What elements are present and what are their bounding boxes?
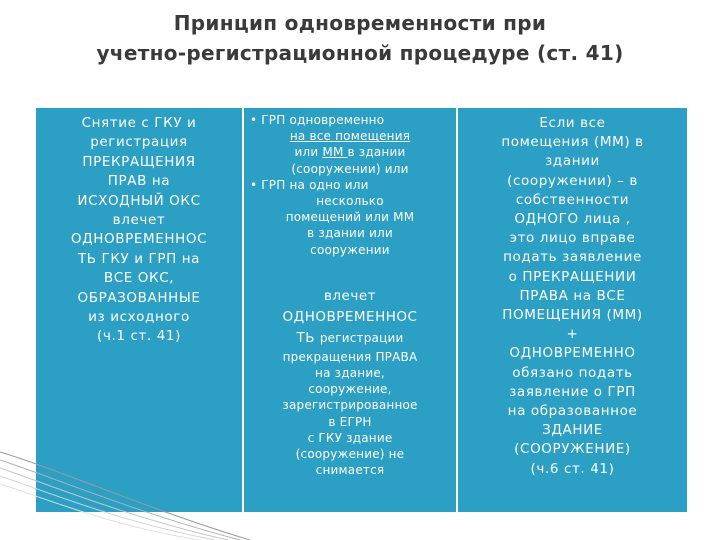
col3-line: (ч.6 ст. 41) (530, 460, 615, 477)
column-premises-registration (244, 108, 456, 512)
col3-line: (СООРУЖЕНИЕ) (514, 441, 631, 458)
col3-line: + (566, 326, 579, 343)
bullet-premises-some: • ГРП на одно или (250, 177, 369, 192)
col1-line: ОДНОВРЕМЕННОС (70, 231, 208, 248)
col3-line: собственности (515, 191, 630, 208)
col2-line: в здании или (307, 226, 393, 241)
col3-line: о ПРЕКРАЩЕНИИ (508, 268, 637, 285)
col2-line: на все помещения (289, 129, 411, 144)
col3-line: подать заявление (503, 249, 642, 266)
col3-line: это лицо вправе (509, 230, 636, 247)
col1-line: ОБРАЗОВАННЫЕ (77, 289, 201, 306)
col2-line: ТЬ регистрации (296, 329, 404, 346)
col3-line: ОДНОВРЕМЕННО (509, 345, 636, 362)
col2-line: (сооружении) или (291, 161, 409, 176)
col3-line: ПОМЕЩЕНИЯ (ММ) (502, 307, 643, 324)
col1-line: ВСЕ ОКС, (103, 270, 175, 287)
col1-line: регистрация (90, 134, 188, 151)
col1-line: Снятие с ГКУ и (81, 115, 197, 131)
col3-line: ОДНОГО лица , (514, 211, 631, 228)
column-single-owner (458, 108, 687, 512)
col3-line: ЗДАНИЕ (542, 422, 603, 439)
col2-line: с ГКУ здание (307, 430, 393, 445)
col2-line: несколько (316, 194, 384, 209)
col1-line: (ч.1 ст. 41) (97, 328, 181, 345)
col2-line: в ЕГРН (328, 414, 372, 429)
bullet-premises-all: • ГРП одновременно (250, 113, 385, 127)
decorative-curves (0, 440, 250, 540)
col3-line: ПРАВА на ВСЕ (519, 287, 626, 304)
col2-line: снимается (315, 463, 385, 478)
col2-line: помещений или ММ (285, 210, 415, 225)
col1-line: ТЬ ГКУ и ГРП на (77, 250, 201, 267)
col1-line: ПРЕКРАЩЕНИЯ (82, 153, 196, 170)
col3-line: на образованное (507, 403, 638, 420)
col2-entails: влечет (323, 287, 377, 304)
slide-title (0, 8, 720, 68)
col2-line: сооружении (310, 242, 390, 257)
col2-line: сооружение, (308, 382, 392, 397)
col2-line: на здание, (315, 366, 385, 381)
col3-line: заявление о ГРП (509, 383, 636, 400)
col2-line: зарегистрированное (282, 398, 418, 413)
col2-line: прекращения ПРАВА (282, 349, 418, 364)
col3-line: обязано подать (512, 364, 633, 381)
col1-line: ПРАВ на (107, 173, 171, 190)
slide-title-line-1: Принцип одновременности при (173, 11, 547, 35)
col1-line: из исходного (88, 309, 190, 326)
col2-simultaneity: ОДНОВРЕМЕННОС (282, 308, 418, 325)
slide-title-line-2: учетно-регистрационной процедуре (ст. 41) (96, 41, 624, 65)
col1-line: влечет (112, 212, 166, 229)
col3-line: (сооружении) – в (507, 172, 638, 189)
col3-line: здании (545, 153, 600, 170)
col2-line: или ММ в здании (294, 145, 406, 160)
col2-line: (сооружение) не (295, 447, 405, 462)
col3-line: Если все (539, 115, 606, 131)
col1-line: ИСХОДНЫЙ ОКС (77, 192, 201, 209)
col3-line: помещения (ММ) в (501, 134, 644, 151)
